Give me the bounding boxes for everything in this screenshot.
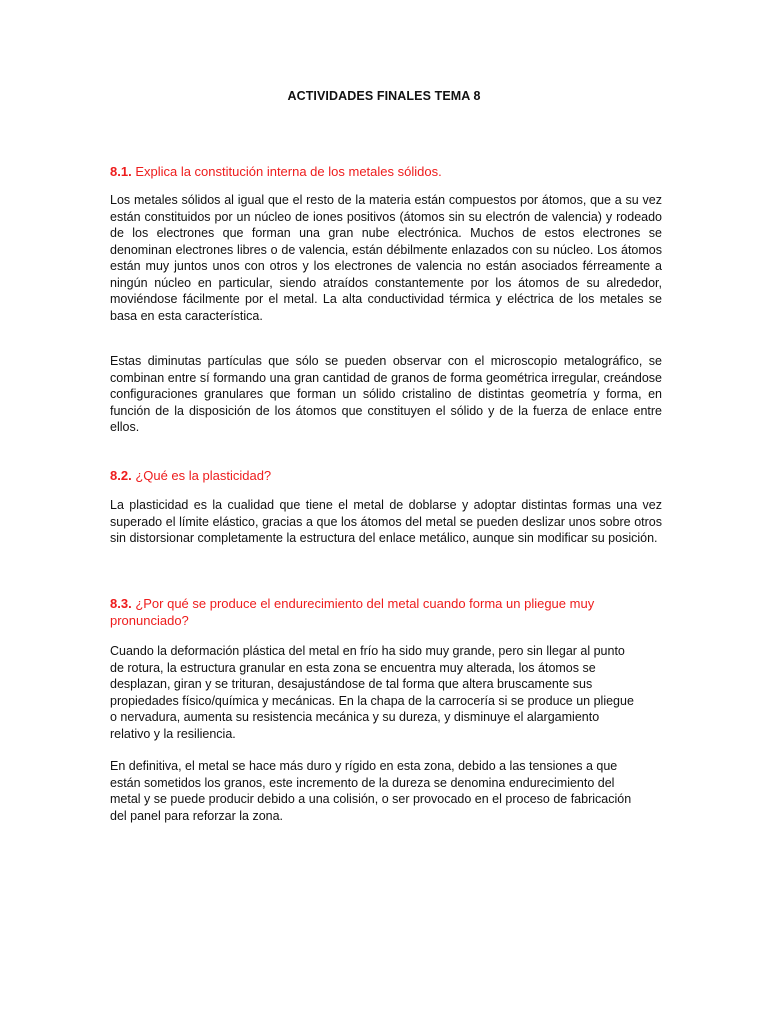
question-number: 8.2. — [110, 468, 132, 483]
question-number: 8.3. — [110, 596, 132, 611]
answer-paragraph: En definitiva, el metal se hace más duro y rígido en esta zona, debido a las tensiones a que están sometidos los granos, este incremento de la dureza se denomina endurecimiento del metal y se puede producir debido a una colisión, o ser provocado en el proceso de fabricación del panel para reforzar la zona. — [110, 759, 632, 823]
answer-paragraph: Cuando la deformación plástica del metal en frío ha sido muy grande, pero sin llegar al punto de rotura, la estructura granular en esta zona se encuentra muy alterada, los átomos se desplazan, giran y se trituran, desajustándose de tal forma que altera bruscamente sus propiedades físico/química y mecánicas. En la chapa de la carrocería si se produce un pliegue o nervadura, aumenta su resistencia mecánica y su dureza, y disminuye el alargamiento relativo y la resiliencia. — [110, 644, 634, 741]
question-8-3 — [110, 596, 630, 629]
answer-paragraph: La plasticidad es la cualidad que tiene el metal de doblarse y adoptar distintas formas una vez superado el límite elástico, gracias a que los átomos del metal se pueden deslizar unos sobre otros sin distorsionar completamente la estructura del enlace metálico, aunque sin modificar su posición. — [110, 498, 662, 545]
question-text: ¿Qué es la plasticidad? — [135, 468, 272, 483]
question-8-1 — [110, 164, 665, 181]
question-8-2 — [110, 468, 665, 485]
question-text: ¿Por qué se produce el endurecimiento del metal cuando forma un pliegue muy pronunciado? — [110, 596, 595, 628]
page-title: ACTIVIDADES FINALES TEMA 8 — [287, 89, 481, 103]
answer-paragraph: Los metales sólidos al igual que el resto de la materia están compuestos por átomos, que a su vez están constituidos por un núcleo de iones positivos (átomos sin su electrón de valencia) y rodeado de los electrones que forman una gran nube electrónica. Muchos de estos electrones se denominan electrones libres o de valencia, están débilmente enlazados con su núcleo. Los átomos están muy juntos unos con otros y los electrones de valencia no están asociados férreamente a ningún núcleo en particular, siendo atraídos constantemente por los átomos de su alrededor, moviéndose fácilmente por el metal. La alta conductividad térmica y eléctrica de los metales se basa en esta característica. — [110, 193, 662, 323]
answer-paragraph: Estas diminutas partículas que sólo se pueden observar con el microscopio metalográfico, se combinan entre sí formando una gran cantidad de granos de forma geométrica irregular, creándose configuraciones granulares que forman un sólido cristalino de distintas geometría y forma, en función de la disposición de los átomos que constituyen el sólido y de la fuerza de enlace entre ellos. — [110, 354, 662, 434]
question-text: Explica la constitución interna de los metales sólidos. — [135, 164, 442, 179]
question-number: 8.1. — [110, 164, 132, 179]
